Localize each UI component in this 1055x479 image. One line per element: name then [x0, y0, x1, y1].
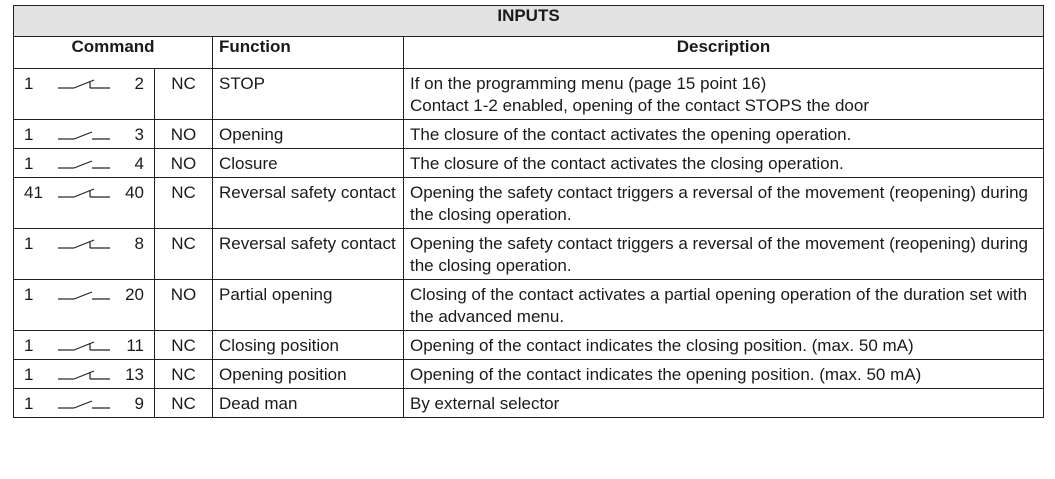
table-row [14, 69, 1044, 120]
contact-type: NC [155, 389, 213, 418]
contact-type: NO [155, 280, 213, 331]
command-cell [14, 149, 155, 178]
table-row [14, 389, 1044, 418]
function-cell: Dead man [213, 389, 404, 418]
terminal-from: 1 [24, 125, 34, 144]
command-cell [14, 120, 155, 149]
description-cell [404, 178, 1044, 229]
description-line: The closure of the contact activates the closing operation. [410, 154, 844, 173]
table-row [14, 331, 1044, 360]
function-cell: Reversal safety contact [213, 178, 404, 229]
description-line: The closure of the contact activates the opening operation. [410, 125, 852, 144]
contact-type: NC [155, 331, 213, 360]
table-row [14, 360, 1044, 389]
command-cell [14, 389, 155, 418]
description-cell [404, 120, 1044, 149]
table-title: INPUTS [14, 6, 1044, 37]
terminal-to: 40 [125, 183, 144, 202]
terminal-from: 41 [24, 183, 43, 202]
description-line: Closing of the contact activates a partial opening operation of the duration set with the advanced menu. [410, 285, 1028, 326]
function-cell: Closing position [213, 331, 404, 360]
terminal-to: 9 [134, 394, 144, 413]
description-line: Opening the safety contact triggers a reversal of the movement (reopening) during the closing operation. [410, 183, 1029, 224]
description-line: Contact 1-2 enabled, opening of the contact STOPS the door [410, 96, 869, 115]
table-row [14, 178, 1044, 229]
terminal-to: 11 [126, 336, 144, 355]
terminal-from: 1 [24, 234, 34, 253]
description-cell [404, 331, 1044, 360]
terminal-to: 2 [134, 74, 144, 93]
terminal-from: 1 [24, 336, 34, 355]
description-cell [404, 149, 1044, 178]
description-line: Opening of the contact indicates the closing position. (max. 50 mA) [410, 336, 914, 355]
description-cell [404, 69, 1044, 120]
description-cell [404, 229, 1044, 280]
contact-type: NC [155, 360, 213, 389]
contact-type: NO [155, 149, 213, 178]
function-cell: Partial opening [213, 280, 404, 331]
command-cell [14, 69, 155, 120]
terminal-to: 20 [125, 285, 144, 304]
terminal-to: 13 [125, 365, 144, 384]
table-row [14, 120, 1044, 149]
description-line: If on the programming menu (page 15 point 16) [410, 74, 767, 93]
table-row [14, 280, 1044, 331]
function-cell: Reversal safety contact [213, 229, 404, 280]
table-body [14, 69, 1044, 418]
description-cell [404, 280, 1044, 331]
description-line: By external selector [410, 394, 560, 413]
terminal-from: 1 [24, 285, 34, 304]
description-line: Opening the safety contact triggers a reversal of the movement (reopening) during the closing operation. [410, 234, 1029, 275]
table-row [14, 229, 1044, 280]
function-cell: STOP [213, 69, 404, 120]
function-cell: Opening position [213, 360, 404, 389]
terminal-to: 3 [134, 125, 144, 144]
terminal-to: 8 [134, 234, 144, 253]
contact-type: NC [155, 69, 213, 120]
inputs-table [13, 5, 1044, 418]
command-cell [14, 360, 155, 389]
header-command: Command [14, 37, 213, 69]
function-cell: Closure [213, 149, 404, 178]
contact-type: NC [155, 178, 213, 229]
description-cell [404, 389, 1044, 418]
terminal-from: 1 [24, 365, 34, 384]
command-cell [14, 178, 155, 229]
terminal-from: 1 [24, 394, 34, 413]
header-function: Function [213, 37, 404, 69]
contact-type: NC [155, 229, 213, 280]
description-line: Opening of the contact indicates the opening position. (max. 50 mA) [410, 365, 922, 384]
command-cell [14, 229, 155, 280]
table-row [14, 149, 1044, 178]
command-cell [14, 280, 155, 331]
header-description: Description [404, 37, 1044, 69]
command-cell [14, 331, 155, 360]
function-cell: Opening [213, 120, 404, 149]
terminal-from: 1 [24, 154, 34, 173]
description-cell [404, 360, 1044, 389]
contact-type: NO [155, 120, 213, 149]
terminal-to: 4 [134, 154, 144, 173]
terminal-from: 1 [24, 74, 34, 93]
